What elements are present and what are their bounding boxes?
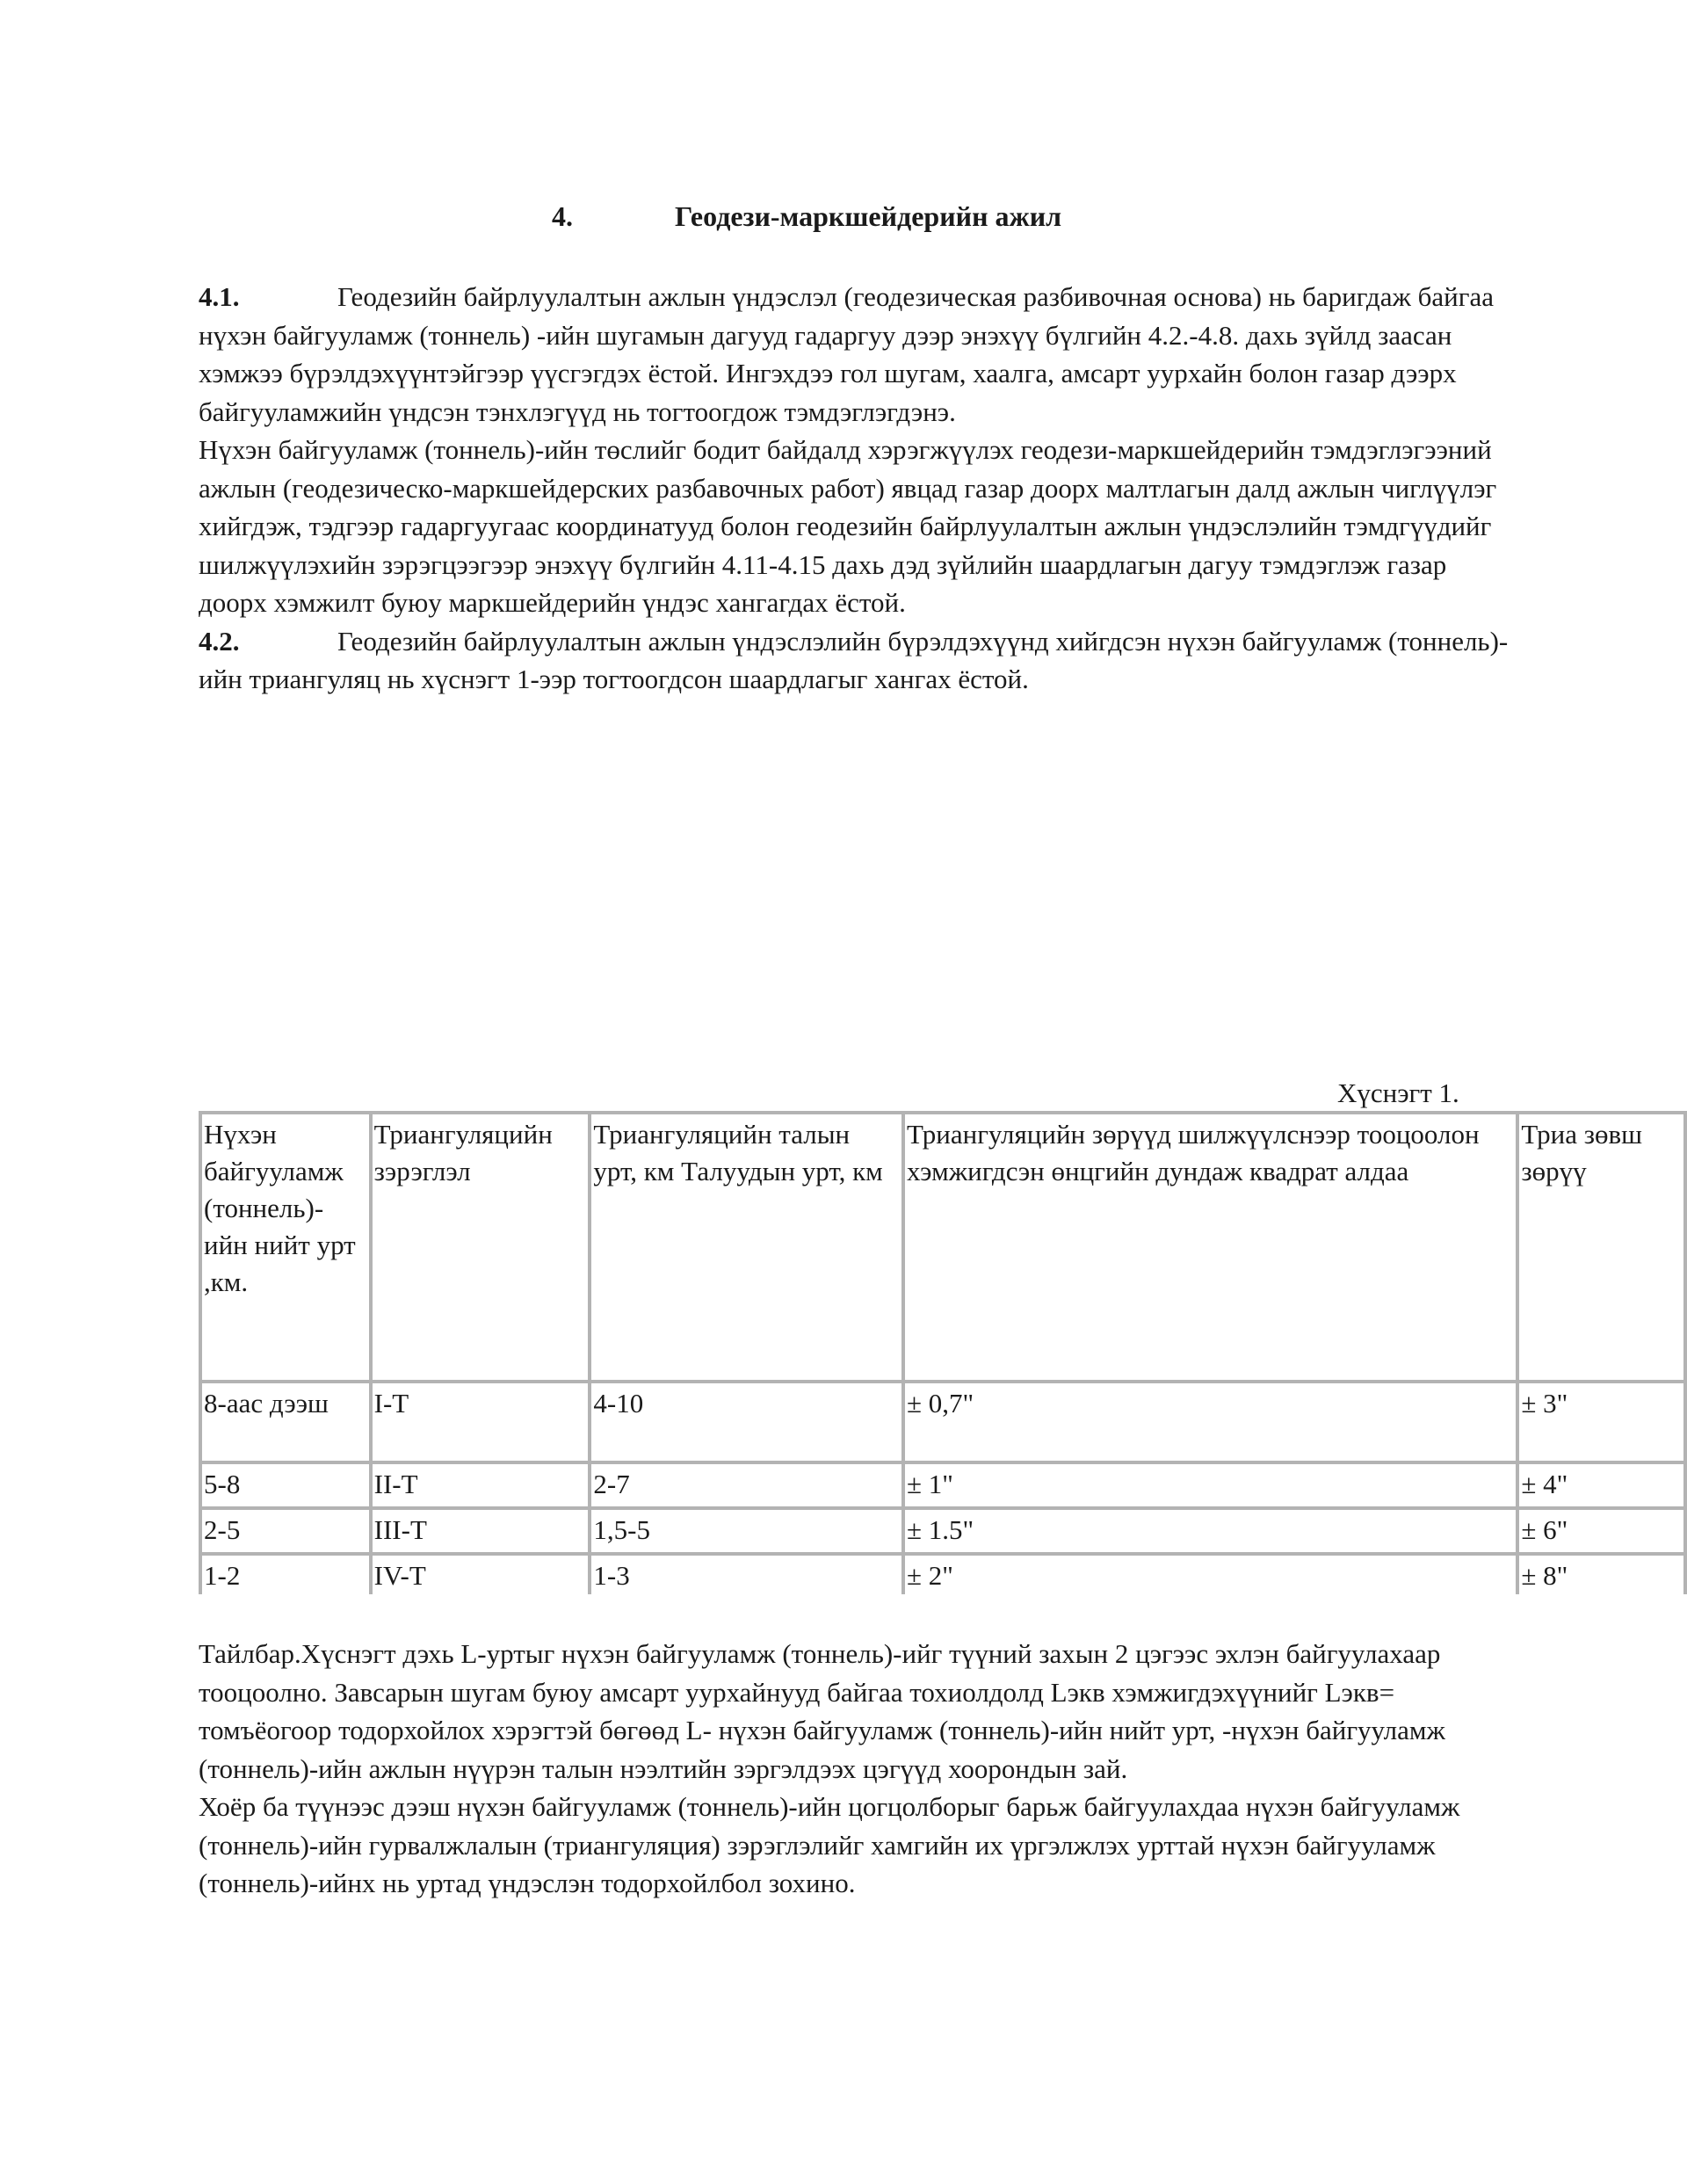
clause-label-4-1: 4.1. <box>199 281 240 312</box>
paragraph-4-1-text: Геодезийн байрлуулалтын ажлын үндэслэл (геодезическая разбивочная основа) нь баригдаж байгаа нүхэн байгууламж (тоннель) -ийн шугамын дагууд гадаргуу дээр энэхүү бүлгийн 4.2.-4.8. дахь зүйлд заасан хэмжээ бүрэлдэхүүнтэйгээр үүсгэгдэх ёстой. Ингэхдээ гол шугам, хаалга, амсарт уурхайн болон газар дээрх байгууламжийн үндсэн тэнхлэгүүд нь тогтоогдож тэмдэглэгдэнэ. <box>199 281 1494 427</box>
note-paragraph: Тайлбар.Хүснэгт дэхь L-уртыг нүхэн байгууламж (тоннель)-ийг түүний захын 2 цэгээс эхлэн байгуулахаар тооцоолно. Завсарын шугам буюу амсарт уурхайнууд байгаа тохиолдолд Lэкв хэмжигдэхүүнийг Lэкв= томъёогоор тодорхойлох хэрэгтэй бөгөөд L- нүхэн байгууламж (тоннель)-ийн нийт урт, -нүхэн байгууламж (тоннель)-ийн ажлын нүүрэн талын нээлтийн зэргэлдээх цэгүүд хоорондын зай. <box>199 1638 1445 1784</box>
header-cell: Нүхэн байгууламж (тоннель)-ийн нийт урт ,км. <box>200 1113 371 1382</box>
table-cell: 4-10 <box>590 1382 903 1462</box>
table-cell: II-T <box>371 1462 590 1508</box>
table-notes <box>199 1635 1517 1903</box>
table-cell: 1-2 <box>200 1554 371 1594</box>
table-row <box>200 1554 1685 1594</box>
section-4-1-body <box>199 278 1517 699</box>
table-cell: 5-8 <box>200 1462 371 1508</box>
table-row <box>200 1508 1685 1554</box>
table-cell: I-T <box>371 1382 590 1462</box>
table-row <box>200 1462 1685 1508</box>
table-cell: ± 8" <box>1517 1554 1685 1594</box>
header-cell: Триангуляцийн талын урт, км Талуудын урт, км <box>590 1113 903 1382</box>
table-cell: ± 6" <box>1517 1508 1685 1554</box>
paragraph-4-2-text: Геодезийн байрлуулалтын ажлын үндэслэлийн бүрэлдэхүүнд хийгдсэн нүхэн байгууламж (тоннель)-ийн триангуляц нь хүснэгт 1-ээр тогтоогдсон шаардлагыг хангах ёстой. <box>199 625 1509 694</box>
section-title: Геодези-маркшейдерийн ажил <box>675 200 1062 232</box>
triangulation-table <box>199 1111 1687 1594</box>
header-cell: Триангуляцийн зөрүүд шилжүүлснээр тооцоолон хэмжигдсэн өнцгийн дундаж квадрат алдаа <box>903 1113 1517 1382</box>
table-cell: 2-7 <box>590 1462 903 1508</box>
paragraph-4-1-continued: Нүхэн байгууламж (тоннель)-ийн төслийг бодит байдалд хэрэгжүүлэх геодези-маркшейдерийн тэмдэглэгээний ажлын (геодезическо-маркшейдерских разбавочных работ) явцад газар доорх малтлагын далд ажлын чиглүүлэг хийгдэж, тэдгээр гадаргуугаас координатууд болон геодезийн байрлуулалтын ажлын үндэслэлийн тэмдгүүдийг шилжүүлэхийн зэрэгцээгээр энэхүү бүлгийн 4.11-4.15 дахь дэд зүйлийн шаардлагын дагуу тэмдэглэж газар доорх хэмжилт буюу маркшейдерийн үндэс хангагдах ёстой. <box>199 434 1497 618</box>
table-cell: 1,5-5 <box>590 1508 903 1554</box>
header-cell: Триа зөвш зөрүү <box>1517 1113 1685 1382</box>
table-cell: ± 3" <box>1517 1382 1685 1462</box>
table-cell: ± 2" <box>903 1554 1517 1594</box>
table-container <box>199 1111 1687 1594</box>
table-cell: 8-аас дээш <box>200 1382 371 1462</box>
table-cell: 1-3 <box>590 1554 903 1594</box>
table-caption: Хүснэгт 1. <box>1337 1077 1459 1108</box>
header-cell: Триангуляцийн зэрэглэл <box>371 1113 590 1382</box>
table-cell: IV-T <box>371 1554 590 1594</box>
note-paragraph: Хоёр ба түүнээс дээш нүхэн байгууламж (тоннель)-ийн цогцолборыг барьж байгуулахдаа нүхэн байгууламж (тоннель)-ийн гурвалжлалын (триангуляция) зэрэглэлийг хамгийн их үргэлжлэх урттай нүхэн байгууламж (тоннель)-ийнх нь уртад үндэслэн тодорхойлбол зохино. <box>199 1791 1460 1898</box>
section-number: 4. <box>552 200 573 232</box>
table-cell: III-T <box>371 1508 590 1554</box>
section-heading <box>552 200 1061 233</box>
table-cell: ± 1" <box>903 1462 1517 1508</box>
table-cell: ± 1.5" <box>903 1508 1517 1554</box>
table-row <box>200 1382 1685 1462</box>
table-cell: ± 4" <box>1517 1462 1685 1508</box>
paragraph-4-1 <box>199 278 1517 431</box>
table-header-row <box>200 1113 1685 1382</box>
clause-label-4-2: 4.2. <box>199 625 240 657</box>
table-cell: ± 0,7" <box>903 1382 1517 1462</box>
table-cell: 2-5 <box>200 1508 371 1554</box>
paragraph-4-2 <box>199 622 1517 699</box>
